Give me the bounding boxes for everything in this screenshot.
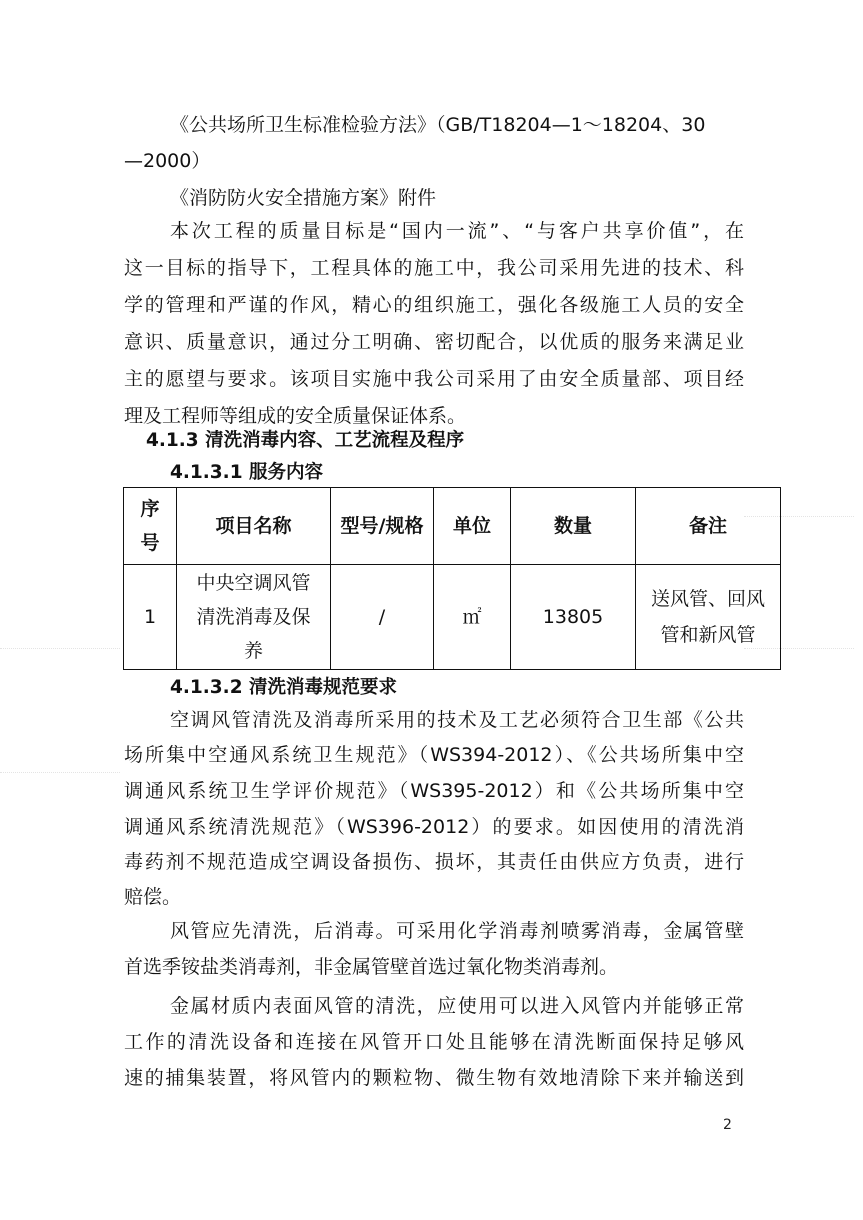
- table-header-row: [124, 488, 781, 565]
- quality-paragraph-line: 意识、质量意识，通过分工明确、密切配合，以优质的服务来满足业: [124, 331, 744, 353]
- section-heading-4-1-3-1: 4.1.3.1 服务内容: [170, 462, 324, 483]
- page-number: 2: [723, 1117, 732, 1133]
- standard-reference-line: —2000）: [124, 150, 211, 172]
- scan-dotted-line: [0, 648, 120, 649]
- spec-paragraph-line: 赔偿。: [124, 886, 182, 908]
- duct-paragraph-line: 首选季铵盐类消毒剂，非金属管壁首选过氧化物类消毒剂。: [124, 956, 619, 978]
- spec-paragraph-line: 空调风管清洗及消毒所采用的技术及工艺必须符合卫生部《公共: [170, 709, 744, 731]
- metal-paragraph-line: 工作的清洗设备和连接在风管开口处且能够在清洗断面保持足够风: [124, 1031, 744, 1053]
- metal-paragraph-line: 速的捕集装置，将风管内的颗粒物、微生物有效地清除下来并输送到: [124, 1067, 744, 1089]
- cell-note: 送风管、回风管和新风管: [636, 565, 781, 670]
- table-row: [124, 565, 781, 670]
- cell-no: 1: [124, 565, 177, 670]
- section-heading-4-1-3: 4.1.3 清洗消毒内容、工艺流程及程序: [146, 430, 465, 451]
- header-cell-qty: 数量: [511, 488, 636, 565]
- quality-paragraph-line: 本次工程的质量目标是“国内一流”、“与客户共享价值”，在: [170, 220, 744, 242]
- spec-paragraph-line: 场所集中空通风系统卫生规范》（WS394-2012）、《公共场所集中空: [124, 744, 744, 766]
- metal-paragraph-line: 金属材质内表面风管的清洗，应使用可以进入风管内并能够正常: [170, 995, 744, 1017]
- cell-name: 中央空调风管清洗消毒及保养: [177, 565, 331, 670]
- spec-paragraph-line: 调通风系统清洗规范》（WS396-2012）的要求。如因使用的清洗消: [124, 816, 744, 838]
- cell-unit: ㎡: [434, 565, 511, 670]
- quality-paragraph-line: 理及工程师等组成的安全质量保证体系。: [124, 405, 467, 427]
- header-cell-name: 项目名称: [177, 488, 331, 565]
- spec-paragraph-line: 毒药剂不规范造成空调设备损伤、损坏，其责任由供应方负责，进行: [124, 851, 744, 873]
- header-cell-spec: 型号/规格: [331, 488, 434, 565]
- header-cell-no: 序号: [124, 488, 177, 565]
- fire-plan-reference: 《消防防火安全措施方案》附件: [170, 187, 437, 209]
- cell-qty: 13805: [511, 565, 636, 670]
- quality-paragraph-line: 主的愿望与要求。该项目实施中我公司采用了由安全质量部、项目经: [124, 368, 744, 390]
- cell-spec: /: [331, 565, 434, 670]
- spec-paragraph-line: 调通风系统卫生学评价规范》（WS395-2012）和《公共场所集中空: [124, 780, 744, 802]
- quality-paragraph-line: 学的管理和严谨的作风，精心的组织施工，强化各级施工人员的安全: [124, 294, 744, 316]
- section-heading-4-1-3-2: 4.1.3.2 清洗消毒规范要求: [170, 677, 398, 698]
- duct-paragraph-line: 风管应先清洗，后消毒。可采用化学消毒剂喷雾消毒，金属管壁: [170, 920, 744, 942]
- service-content-table: [123, 487, 781, 670]
- header-cell-unit: 单位: [434, 488, 511, 565]
- scan-dotted-line: [0, 772, 120, 773]
- quality-paragraph-line: 这一目标的指导下，工程具体的施工中，我公司采用先进的技术、科: [124, 257, 744, 279]
- standard-reference-line: 《公共场所卫生标准检验方法》（GB/T18204—1～18204、30: [170, 114, 706, 136]
- header-cell-note: 备注: [636, 488, 781, 565]
